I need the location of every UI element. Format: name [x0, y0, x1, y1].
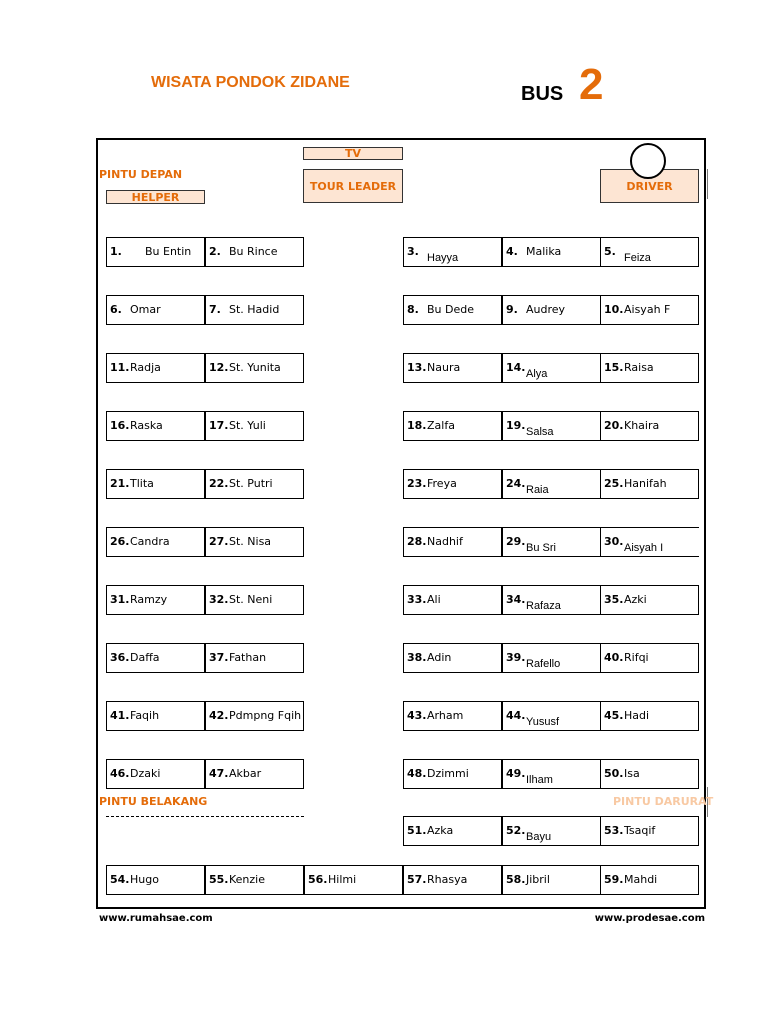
seat-number: 13.	[407, 361, 427, 374]
seat-20	[600, 411, 699, 441]
seat-37	[205, 643, 304, 673]
steering-wheel-icon	[630, 143, 666, 179]
seat-45	[600, 701, 699, 731]
seat-59	[600, 865, 699, 895]
seat-13	[403, 353, 502, 383]
seat-name: Malika	[526, 245, 562, 258]
seat-number: 58.	[506, 873, 526, 886]
seat-name: Audrey	[526, 303, 566, 316]
driver-box: DRIVER	[600, 169, 699, 203]
seat-name: Aisyah F	[624, 303, 671, 316]
bus-number: 2	[579, 60, 604, 109]
seat-27	[205, 527, 304, 557]
seat-number: 4.	[506, 245, 518, 258]
seat-28	[403, 527, 502, 557]
seat-name: Pdmpng Fqih	[229, 709, 302, 722]
seat-55	[205, 865, 304, 895]
seat-35	[600, 585, 699, 615]
seat-number: 21.	[110, 477, 130, 490]
seat-name: Rhasya	[427, 873, 468, 886]
seat-number: 34.	[506, 593, 526, 606]
seat-number: 2.	[209, 245, 221, 258]
seat-name: St. Putri	[229, 477, 273, 490]
seat-number: 9.	[506, 303, 518, 316]
seat-number: 16.	[110, 419, 130, 432]
seat-number: 31.	[110, 593, 130, 606]
seat-44	[502, 701, 601, 731]
back-door-divider	[106, 816, 304, 817]
seat-number: 8.	[407, 303, 419, 316]
seat-number: 48.	[407, 767, 427, 780]
seat-39	[502, 643, 601, 673]
seat-number: 53.	[604, 824, 624, 837]
seat-1	[106, 237, 205, 267]
footer-left-url: www.rumahsae.com	[99, 913, 213, 924]
seat-name: Raska	[130, 419, 163, 432]
seat-36	[106, 643, 205, 673]
seat-name: Hanifah	[624, 477, 667, 490]
seat-name: Faqih	[130, 709, 160, 722]
seat-name: Tlita	[130, 477, 154, 490]
seat-12	[205, 353, 304, 383]
seat-name: Dzimmi	[427, 767, 469, 780]
seat-11	[106, 353, 205, 383]
seat-42	[205, 701, 304, 731]
seat-name: Hilmi	[328, 873, 357, 886]
seat-number: 1.	[110, 245, 122, 258]
seat-number: 19.	[506, 419, 526, 432]
seat-number: 46.	[110, 767, 130, 780]
seat-number: 59.	[604, 873, 624, 886]
seat-43	[403, 701, 502, 731]
seat-number: 41.	[110, 709, 130, 722]
frame-tick-right-top	[707, 169, 708, 199]
seat-53	[600, 816, 699, 846]
seat-23	[403, 469, 502, 499]
seat-48	[403, 759, 502, 789]
seat-name: Arham	[427, 709, 464, 722]
seat-name: Bu Rince	[229, 245, 278, 258]
seat-name: Khaira	[624, 419, 660, 432]
seat-name: Zalfa	[427, 419, 455, 432]
footer-right-url: www.prodesae.com	[594, 913, 705, 924]
seat-38	[403, 643, 502, 673]
seat-name: Tsaqif	[624, 824, 656, 837]
tv-box: TV	[303, 147, 403, 160]
seat-49	[502, 759, 601, 789]
seat-name: Fathan	[229, 651, 267, 664]
seat-number: 51.	[407, 824, 427, 837]
seat-32	[205, 585, 304, 615]
seat-number: 29.	[506, 535, 526, 548]
seat-50	[600, 759, 699, 789]
emergency-door-label: PINTU DARURAT	[613, 795, 714, 808]
seat-number: 35.	[604, 593, 624, 606]
seat-33	[403, 585, 502, 615]
seat-name: Nadhif	[427, 535, 463, 548]
seat-4	[502, 237, 601, 267]
seat-number: 27.	[209, 535, 229, 548]
seat-name: St. Nisa	[229, 535, 272, 548]
seat-52	[502, 816, 601, 846]
seat-6	[106, 295, 205, 325]
seat-name: Kenzie	[229, 873, 266, 886]
seat-name: Ali	[427, 593, 441, 606]
tour-leader-box: TOUR LEADER	[303, 169, 403, 203]
seat-number: 15.	[604, 361, 624, 374]
seat-name: Azka	[427, 824, 454, 837]
seat-number: 30.	[604, 535, 624, 548]
seat-29	[502, 527, 601, 557]
seat-name: Rafello	[526, 658, 561, 670]
seat-number: 20.	[604, 419, 624, 432]
seat-name: Rafaza	[526, 600, 561, 612]
seat-17	[205, 411, 304, 441]
seat-47	[205, 759, 304, 789]
seat-30	[600, 527, 699, 557]
seat-26	[106, 527, 205, 557]
seat-25	[600, 469, 699, 499]
seat-name: Salsa	[526, 426, 554, 438]
seat-number: 12.	[209, 361, 229, 374]
seat-number: 39.	[506, 651, 526, 664]
seat-number: 6.	[110, 303, 122, 316]
seat-name: Jibril	[526, 873, 550, 886]
seat-number: 45.	[604, 709, 624, 722]
seat-24	[502, 469, 601, 499]
seat-name: St. Yuli	[229, 419, 266, 432]
seat-2	[205, 237, 304, 267]
seat-name: Isa	[624, 767, 640, 780]
seat-name: Dzaki	[130, 767, 161, 780]
seat-name: Hayya	[427, 252, 459, 264]
seat-number: 49.	[506, 767, 526, 780]
seat-name: St. Yunita	[229, 361, 281, 374]
seat-name: Hadi	[624, 709, 650, 722]
seat-name: Mahdi	[624, 873, 658, 886]
seat-9	[502, 295, 601, 325]
seat-name: Ilham	[526, 774, 553, 786]
seat-number: 7.	[209, 303, 221, 316]
seat-name: Rifqi	[624, 651, 649, 664]
seat-number: 25.	[604, 477, 624, 490]
seat-56	[304, 865, 403, 895]
seat-58	[502, 865, 601, 895]
seat-21	[106, 469, 205, 499]
seat-name: Adin	[427, 651, 452, 664]
seat-number: 33.	[407, 593, 427, 606]
seat-number: 50.	[604, 767, 624, 780]
seat-name: Akbar	[229, 767, 262, 780]
seat-name: Ramzy	[130, 593, 168, 606]
seat-57	[403, 865, 502, 895]
seat-name: Freya	[427, 477, 457, 490]
seat-14	[502, 353, 601, 383]
seat-number: 56.	[308, 873, 328, 886]
seat-15	[600, 353, 699, 383]
seat-name: Bu Dede	[427, 303, 475, 316]
seat-name: Bu Entin	[145, 245, 192, 258]
seat-7	[205, 295, 304, 325]
seat-number: 23.	[407, 477, 427, 490]
seat-number: 17.	[209, 419, 229, 432]
seat-number: 3.	[407, 245, 419, 258]
seat-name: Azki	[624, 593, 647, 606]
seat-10	[600, 295, 699, 325]
seat-8	[403, 295, 502, 325]
seat-number: 47.	[209, 767, 229, 780]
seat-number: 42.	[209, 709, 229, 722]
seat-name: Yususf	[526, 716, 560, 728]
seat-name: Bu Sri	[526, 542, 556, 554]
seat-name: St. Neni	[229, 593, 273, 606]
seat-number: 10.	[604, 303, 624, 316]
front-door-label: PINTU DEPAN	[99, 168, 183, 181]
seat-3	[403, 237, 502, 267]
seat-name: Alya	[526, 368, 548, 380]
seat-51	[403, 816, 502, 846]
seat-name: St. Hadid	[229, 303, 280, 316]
seat-number: 38.	[407, 651, 427, 664]
seat-number: 26.	[110, 535, 130, 548]
seat-name: Bayu	[526, 831, 552, 843]
seat-number: 57.	[407, 873, 427, 886]
seat-54	[106, 865, 205, 895]
seat-number: 22.	[209, 477, 229, 490]
seat-number: 43.	[407, 709, 427, 722]
seat-18	[403, 411, 502, 441]
seat-number: 14.	[506, 361, 526, 374]
seat-name: Hugo	[130, 873, 159, 886]
seat-number: 18.	[407, 419, 427, 432]
seat-40	[600, 643, 699, 673]
seat-name: Raisa	[624, 361, 654, 374]
seat-41	[106, 701, 205, 731]
seat-name: Feiza	[624, 252, 651, 264]
seat-number: 54.	[110, 873, 130, 886]
document-title: WISATA PONDOK ZIDANE	[151, 74, 350, 91]
seat-number: 28.	[407, 535, 427, 548]
bus-label: BUS	[521, 83, 564, 105]
seat-16	[106, 411, 205, 441]
seat-number: 36.	[110, 651, 130, 664]
seat-name: Omar	[130, 303, 161, 316]
seat-name: Aisyah I	[624, 542, 664, 554]
seat-name: Naura	[427, 361, 461, 374]
helper-box: HELPER	[106, 190, 205, 204]
seat-22	[205, 469, 304, 499]
seat-46	[106, 759, 205, 789]
seat-number: 40.	[604, 651, 624, 664]
seat-number: 11.	[110, 361, 130, 374]
seat-number: 44.	[506, 709, 526, 722]
seat-name: Candra	[130, 535, 170, 548]
seat-number: 52.	[506, 824, 526, 837]
seat-34	[502, 585, 601, 615]
seat-number: 55.	[209, 873, 229, 886]
seat-name: Raia	[526, 484, 549, 496]
seat-number: 5.	[604, 245, 616, 258]
seat-name: Daffa	[130, 651, 160, 664]
seat-number: 24.	[506, 477, 526, 490]
seat-name: Radja	[130, 361, 161, 374]
seat-number: 32.	[209, 593, 229, 606]
seat-5	[600, 237, 699, 267]
seat-31	[106, 585, 205, 615]
back-door-label: PINTU BELAKANG	[99, 795, 208, 808]
seat-19	[502, 411, 601, 441]
seat-number: 37.	[209, 651, 229, 664]
